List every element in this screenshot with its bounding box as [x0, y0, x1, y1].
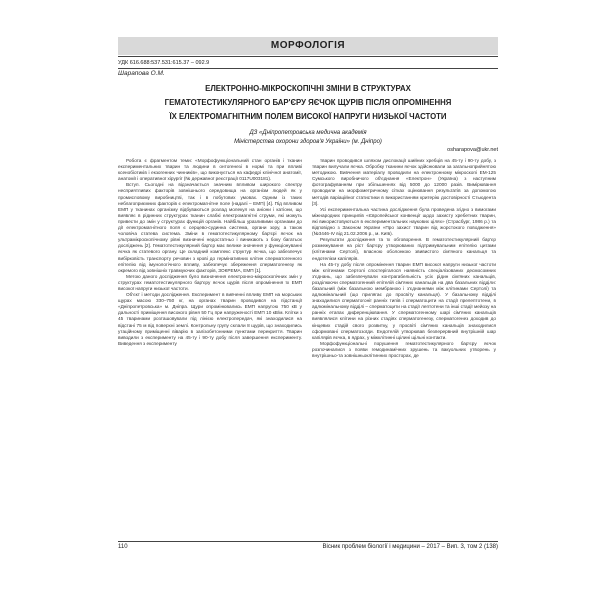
institution — [118, 129, 498, 147]
paragraph: Результати дослідження та їх обговорення. В гематотестикулярний бар'єр розмежування на ріст бар'єру утворюваних підтримувальним епітелію цитами (клітинами Сертолі), власною оболонкою звивистого сім'яного канальця та ендотелієм капілярів. — [312, 237, 496, 261]
paragraph: На 45-ту добу після опромінення тварин ЕМП високої напруги низької частоти між клітинами Сертолі спостерігалося наявність спеціалізованих десмосомних з'єднань, що забезпечували контрагабельність усіх рідин сім'яних канальців, розділюючи сперматогенний епітелій сім'яних канальців на два базальних відділи: базальний (між базальною мембраною і з'єднаннями між клітинами Сертолі) та адлюмінальний (що прилягає до просвіту канальця). У базальному відділі знаходилися сперматогонії ранніх типів і сперматоцити на стадії прелептотени, в адлюмінальному відділі – сперматоцити на стадії лептотени та інші стадії мейозу на ранніх етапах диференціювання. У сперматогенному шарі сім'яних канальців виявлялися клітини на різних стадіях сперматогенезу, сперматогенез доходив до кінцевих стадій свого розвитку, у просвіті сім'яних канальців знаходилися сформовані сперматозоїди. Ендотелій утворював безперервний внутрішній шар капілярів яєчка, в ядрах, у міжклітинні щілині щільні контакти. — [312, 261, 496, 340]
author: Шарапова О.М. — [118, 70, 165, 77]
title-line: ГЕМАТОТЕСТИКУЛЯРНОГО БАР'ЄРУ ЯЄЧОК ЩУРІВ ПІСЛЯ ОПРОМІНЕННЯ — [164, 98, 452, 107]
page-number: 110 — [118, 544, 128, 550]
institution-line: Міністерства охорони здоров'я України» (м. Дніпро) — [234, 139, 382, 145]
paragraph: Усі експериментальна частина дослідження була проведена згідно з вимогами міжнародних принципів «Європейської конвенції щодо захисту хребетних тварин, які використовуються в експериментальних наукових цілях» (Страсбург, 1986 р.) та відповідно з Законом України «Про захист тварин від жорстокого поводження» (№3446-IV від 21.02.2006 р., м. Київ). — [312, 206, 496, 237]
body-column-left — [118, 158, 302, 347]
udc-rule — [118, 68, 498, 69]
title-line: ЕЛЕКТРОННО-МІКРОСКОПІЧНІ ЗМІНИ В СТРУКТУРАХ — [205, 84, 411, 93]
institution-line: ДЗ «Дніпропетровська медична академія — [249, 130, 367, 136]
title-line: ЇХ ЕЛЕКТРОМАГНІТНИМ ПОЛЕМ ВИСОКОЇ НАПРУГИ НИЗЬКОЇ ЧАСТОТИ — [169, 112, 447, 121]
paragraph: Вступ. Сьогодні на відзначається значним впливом широкого спектру несприятливих факторів зовнішнього середовища на організм людей як у промисловому виробництві, так і в побутових умовах. Одним із таких неблагоприємних факторів є електромагнітне поле (надалі – ЕМП) [4]. Під впливом ЕМП у тканинах організму відбуваються розлад молекул на аніони і катіони, що виявляє в рідинних структурах тканин слабкі електромагнітні струми, які можуть привести до змін у структурах функцій органів. Найбільш уразливими органами до дії електромагнітного поля є серцево-судинна система, органи зору, а також чоловіча статева система. Зміни в гематотестикулярному бар'єрі яєчок на ультрамікроскопічному рівні визначені недостатньо і виникають з боку багатьох досліджень [2]. Гематотестикулярний бар'єр має велике значення у функціонуванні яєчка як статевого органу. Це складний комплекс структур яєчка, що забезпечує вибірковість транспорту речовин з крові до гермінативних клітин сперматогенного епітелію від імунологічного впливу, забезпечує збереження сперматогенезу як окремого від зовнішніх травмуючих факторів, ЗОКРЕМА, ЕМП [1]. — [118, 182, 302, 273]
body-column-right — [312, 158, 496, 359]
paragraph: Об'єкт і методи дослідження. Експеримент в вивченні впливу ЕМП на морських щурах масою 330–750 кг, на органах тварин проводився на підстанції «Дніпропетровська» м. Дніпра. Щури опромінювались ЕМП напругою 750 кВ у дальності приміщення високого рівня 50 Гц при напруженості ЕМП 10 кВ/м. Клітки з 45 тваринами розташовували під лінією електропередач, які знаходилися на відстані 75 м від поверхні землі. Контрольну групу склали 8 щурів, що знаходились утаційному приміщенні віварію в залізобетонними пунктами перекриття. Тварин виводили з експерименту на 45-ту і 90-ту добу після завершення експерименту. Виведення з експерименту — [118, 292, 302, 346]
journal-reference: Вісник проблем біології і медицини – 2017 – Вип. 3, том 2 (138) — [322, 544, 498, 550]
section-header: МОРФОЛОГІЯ — [118, 37, 498, 55]
header-rule — [118, 56, 498, 57]
footer-rule — [118, 541, 498, 542]
paragraph: Метою даного дослідження було визначення електронно-мікроскопічних змін у структурах гематотестикулярного бар'єру яєчок щурів після опромінення їх ЕМП високої напруги низької частоти. — [118, 273, 302, 291]
paragraph: Робота є фрагментом теми: «Морфофункціональний стан органів і тканин експериментальних тварин та людини в онтогенезі в нормі та при впливі ксенобіотиків і екзогенних чинників», що виконується на кафедрі клінічної анатомії, анатомії і оперативної хірургії (№ державної реєстрації 0117U003181). — [118, 158, 302, 182]
udc-code: УДК 616.688:537.531:615.37 – 092.9 — [118, 60, 210, 66]
paragraph: Морфофункціональні порушення гематотестикулярного бар'єру яєчок розпочиналися з появи гемодинамічних зрушень та вакуольних утворень у внутрішньо-та зовнішньоклітинних просторах, де — [312, 340, 496, 358]
article-title — [118, 82, 498, 124]
author-email: osharapova@ukr.net — [447, 147, 498, 153]
paragraph: тварин проводився шляхом дислокації шийних хребців на 45-ту і 90-ту добу, з тварин вилучали яєчка. Обробку тканини яєчок здійснювали за загальноприйнятою методикою. Вивчення матеріалу проводили на електронному мікроскопі ЕМ-125 Сумського виробничого об'єднання «Електрон» (Україна) з наступним фотографуванням при збільшеннях від 5000 до 12000 разів. Вимірювання проводили на морфометричному сітках оцінювання результатів за допомогою методів варіаційної статистики в використанням критерію достовірності Стьюдента [3]. — [312, 158, 496, 206]
